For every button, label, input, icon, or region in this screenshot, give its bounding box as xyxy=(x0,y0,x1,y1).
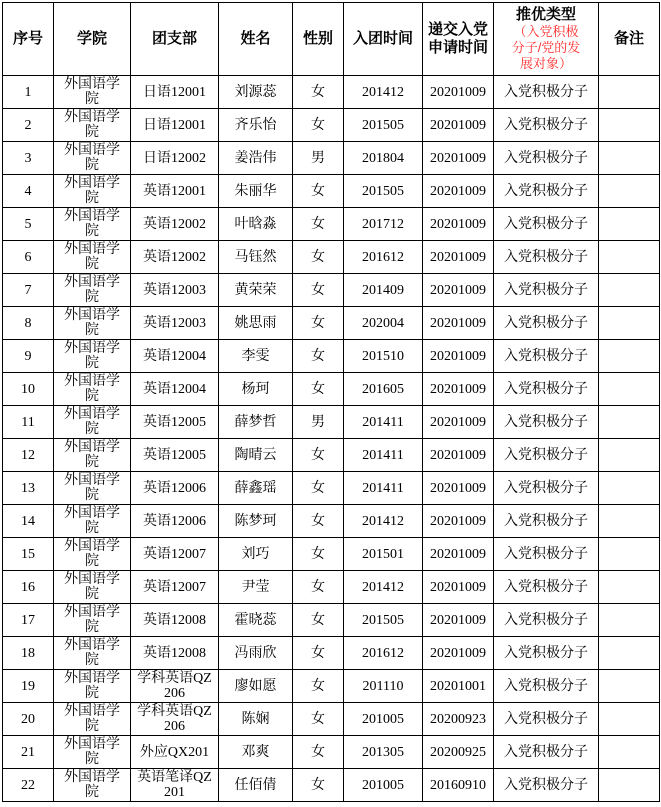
cell-branch xyxy=(131,703,219,736)
cell-join-time: 201412 xyxy=(344,76,423,109)
cell-index: 1 xyxy=(3,76,54,109)
cell-apply-time: 20201009 xyxy=(423,637,494,670)
cell-name: 姚思雨 xyxy=(219,307,293,340)
cell-college xyxy=(54,373,131,406)
table-row xyxy=(3,274,660,307)
cell-branch xyxy=(131,340,219,373)
cell-index: 9 xyxy=(3,340,54,373)
cell-remark xyxy=(599,175,660,208)
column-header-gender: 性别 xyxy=(293,3,344,76)
cell-branch-text: 学科英语QZ206 xyxy=(137,671,212,701)
cell-remark xyxy=(599,769,660,802)
cell-remark xyxy=(599,241,660,274)
cell-remark xyxy=(599,76,660,109)
cell-join-time: 201712 xyxy=(344,208,423,241)
cell-join-time: 201411 xyxy=(344,406,423,439)
cell-apply-time: 20201009 xyxy=(423,571,494,604)
table-row xyxy=(3,175,660,208)
table-row xyxy=(3,307,660,340)
cell-college-text: 外国语学院 xyxy=(64,737,120,767)
cell-gender: 男 xyxy=(293,142,344,175)
cell-branch xyxy=(131,373,219,406)
cell-type: 入党积极分子 xyxy=(494,538,599,571)
cell-branch xyxy=(131,109,219,142)
cell-college-text: 外国语学院 xyxy=(64,572,120,602)
table-row xyxy=(3,736,660,769)
cell-apply-time: 20201009 xyxy=(423,307,494,340)
cell-name: 尹莹 xyxy=(219,571,293,604)
cell-type: 入党积极分子 xyxy=(494,208,599,241)
table-row xyxy=(3,538,660,571)
cell-name: 任佰倩 xyxy=(219,769,293,802)
cell-gender: 女 xyxy=(293,538,344,571)
cell-type: 入党积极分子 xyxy=(494,703,599,736)
cell-gender: 女 xyxy=(293,274,344,307)
table-row xyxy=(3,241,660,274)
cell-type: 入党积极分子 xyxy=(494,373,599,406)
cell-gender: 男 xyxy=(293,406,344,439)
table-row xyxy=(3,670,660,703)
cell-name: 朱丽华 xyxy=(219,175,293,208)
cell-branch-text: 英语12003 xyxy=(143,315,206,331)
cell-index: 11 xyxy=(3,406,54,439)
cell-college xyxy=(54,538,131,571)
cell-branch xyxy=(131,175,219,208)
type-header-subtitle-line1: （入党积极 xyxy=(513,24,579,39)
cell-type: 入党积极分子 xyxy=(494,670,599,703)
cell-join-time: 201612 xyxy=(344,637,423,670)
column-header-apply-time xyxy=(423,3,494,76)
cell-name: 冯雨欣 xyxy=(219,637,293,670)
cell-college xyxy=(54,736,131,769)
cell-remark xyxy=(599,142,660,175)
cell-gender: 女 xyxy=(293,703,344,736)
cell-gender: 女 xyxy=(293,241,344,274)
cell-join-time: 201110 xyxy=(344,670,423,703)
cell-branch-text: 外应QX201 xyxy=(139,744,210,760)
cell-join-time: 202004 xyxy=(344,307,423,340)
cell-index: 10 xyxy=(3,373,54,406)
cell-gender: 女 xyxy=(293,769,344,802)
table-row xyxy=(3,109,660,142)
table-header xyxy=(3,3,660,76)
table-body xyxy=(3,76,660,802)
cell-college-text: 外国语学院 xyxy=(64,308,120,338)
cell-branch-text: 英语12008 xyxy=(143,645,206,661)
cell-index: 6 xyxy=(3,241,54,274)
cell-branch-text: 日语12001 xyxy=(143,117,206,133)
cell-gender: 女 xyxy=(293,175,344,208)
cell-remark xyxy=(599,571,660,604)
cell-apply-time: 20201009 xyxy=(423,406,494,439)
cell-index: 8 xyxy=(3,307,54,340)
cell-college-text: 外国语学院 xyxy=(64,473,120,503)
cell-apply-time: 20201009 xyxy=(423,109,494,142)
cell-college xyxy=(54,241,131,274)
cell-college-text: 外国语学院 xyxy=(64,704,120,734)
column-header-college: 学院 xyxy=(54,3,131,76)
cell-remark xyxy=(599,538,660,571)
cell-gender: 女 xyxy=(293,340,344,373)
cell-apply-time: 20201009 xyxy=(423,175,494,208)
cell-college-text: 外国语学院 xyxy=(64,275,120,305)
cell-index: 7 xyxy=(3,274,54,307)
cell-remark xyxy=(599,373,660,406)
cell-remark xyxy=(599,736,660,769)
apply-time-header-label: 递交入党申请时间 xyxy=(427,21,488,56)
cell-type: 入党积极分子 xyxy=(494,439,599,472)
cell-remark xyxy=(599,307,660,340)
table-row xyxy=(3,703,660,736)
cell-branch-text: 英语12004 xyxy=(143,381,206,397)
cell-branch xyxy=(131,736,219,769)
cell-remark xyxy=(599,472,660,505)
cell-gender: 女 xyxy=(293,472,344,505)
cell-apply-time: 20201009 xyxy=(423,505,494,538)
cell-college-text: 外国语学院 xyxy=(64,374,120,404)
cell-gender: 女 xyxy=(293,637,344,670)
cell-gender: 女 xyxy=(293,439,344,472)
cell-name: 霍晓蕊 xyxy=(219,604,293,637)
cell-college xyxy=(54,670,131,703)
cell-college xyxy=(54,472,131,505)
header-row xyxy=(3,3,660,76)
cell-branch xyxy=(131,637,219,670)
cell-branch-text: 英语12005 xyxy=(143,414,206,430)
cell-name: 李雯 xyxy=(219,340,293,373)
table-row xyxy=(3,208,660,241)
cell-name: 薛鑫瑶 xyxy=(219,472,293,505)
cell-join-time: 201305 xyxy=(344,736,423,769)
cell-name: 陈梦珂 xyxy=(219,505,293,538)
cell-college xyxy=(54,604,131,637)
cell-college-text: 外国语学院 xyxy=(64,506,120,536)
table-row xyxy=(3,439,660,472)
cell-remark xyxy=(599,670,660,703)
table-row xyxy=(3,604,660,637)
cell-college-text: 外国语学院 xyxy=(64,176,120,206)
cell-join-time: 201612 xyxy=(344,241,423,274)
column-header-index: 序号 xyxy=(3,3,54,76)
table-row xyxy=(3,406,660,439)
cell-college-text: 外国语学院 xyxy=(64,209,120,239)
cell-name: 姜浩伟 xyxy=(219,142,293,175)
type-header-subtitle-line2: 分子/党的发 xyxy=(511,40,581,55)
cell-branch xyxy=(131,670,219,703)
cell-type: 入党积极分子 xyxy=(494,340,599,373)
cell-name: 马钰然 xyxy=(219,241,293,274)
cell-remark xyxy=(599,406,660,439)
cell-index: 3 xyxy=(3,142,54,175)
cell-name: 齐乐怡 xyxy=(219,109,293,142)
cell-join-time: 201501 xyxy=(344,538,423,571)
cell-college-text: 外国语学院 xyxy=(64,110,120,140)
cell-branch xyxy=(131,142,219,175)
cell-apply-time: 20201009 xyxy=(423,142,494,175)
cell-name: 薛梦哲 xyxy=(219,406,293,439)
cell-remark xyxy=(599,505,660,538)
cell-index: 13 xyxy=(3,472,54,505)
table-row xyxy=(3,769,660,802)
cell-join-time: 201505 xyxy=(344,604,423,637)
cell-branch xyxy=(131,538,219,571)
cell-gender: 女 xyxy=(293,571,344,604)
cell-name: 廖如愿 xyxy=(219,670,293,703)
cell-branch xyxy=(131,439,219,472)
cell-college-text: 外国语学院 xyxy=(64,638,120,668)
column-header-join-time: 入团时间 xyxy=(344,3,423,76)
recommendation-table xyxy=(2,2,660,802)
table-row xyxy=(3,637,660,670)
cell-college-text: 外国语学院 xyxy=(64,77,120,107)
cell-apply-time: 20201009 xyxy=(423,241,494,274)
cell-name: 刘巧 xyxy=(219,538,293,571)
cell-branch-text: 学科英语QZ206 xyxy=(137,704,212,734)
cell-college xyxy=(54,274,131,307)
cell-apply-time: 20200923 xyxy=(423,703,494,736)
cell-name: 邓爽 xyxy=(219,736,293,769)
cell-college xyxy=(54,208,131,241)
cell-college xyxy=(54,439,131,472)
cell-join-time: 201409 xyxy=(344,274,423,307)
cell-type: 入党积极分子 xyxy=(494,637,599,670)
cell-remark xyxy=(599,274,660,307)
cell-join-time: 201505 xyxy=(344,109,423,142)
cell-type: 入党积极分子 xyxy=(494,604,599,637)
type-header-subtitle-line3: 展对象） xyxy=(519,56,572,71)
cell-gender: 女 xyxy=(293,670,344,703)
table-row xyxy=(3,76,660,109)
cell-college-text: 外国语学院 xyxy=(64,143,120,173)
cell-index: 19 xyxy=(3,670,54,703)
cell-name: 杨珂 xyxy=(219,373,293,406)
cell-index: 14 xyxy=(3,505,54,538)
cell-college-text: 外国语学院 xyxy=(64,440,120,470)
cell-branch-text: 英语12003 xyxy=(143,282,206,298)
cell-remark xyxy=(599,109,660,142)
cell-index: 22 xyxy=(3,769,54,802)
cell-type: 入党积极分子 xyxy=(494,736,599,769)
cell-join-time: 201411 xyxy=(344,439,423,472)
type-header-title: 推优类型 xyxy=(515,6,576,23)
cell-index: 20 xyxy=(3,703,54,736)
cell-remark xyxy=(599,604,660,637)
cell-college xyxy=(54,637,131,670)
cell-branch-text: 英语12006 xyxy=(143,513,206,529)
cell-branch xyxy=(131,208,219,241)
cell-type: 入党积极分子 xyxy=(494,472,599,505)
cell-branch xyxy=(131,769,219,802)
cell-index: 21 xyxy=(3,736,54,769)
cell-gender: 女 xyxy=(293,109,344,142)
cell-college-text: 外国语学院 xyxy=(64,671,120,701)
cell-type: 入党积极分子 xyxy=(494,175,599,208)
cell-index: 17 xyxy=(3,604,54,637)
cell-remark xyxy=(599,340,660,373)
cell-name: 刘源蕊 xyxy=(219,76,293,109)
cell-type: 入党积极分子 xyxy=(494,406,599,439)
table-row xyxy=(3,373,660,406)
cell-index: 12 xyxy=(3,439,54,472)
cell-college xyxy=(54,703,131,736)
cell-type: 入党积极分子 xyxy=(494,274,599,307)
cell-branch xyxy=(131,274,219,307)
cell-apply-time: 20201009 xyxy=(423,604,494,637)
cell-type: 入党积极分子 xyxy=(494,571,599,604)
cell-index: 4 xyxy=(3,175,54,208)
cell-gender: 女 xyxy=(293,505,344,538)
cell-index: 16 xyxy=(3,571,54,604)
cell-type: 入党积极分子 xyxy=(494,241,599,274)
cell-college-text: 外国语学院 xyxy=(64,242,120,272)
cell-remark xyxy=(599,208,660,241)
cell-join-time: 201510 xyxy=(344,340,423,373)
cell-name: 陈娴 xyxy=(219,703,293,736)
cell-join-time: 201605 xyxy=(344,373,423,406)
cell-type: 入党积极分子 xyxy=(494,142,599,175)
cell-gender: 女 xyxy=(293,307,344,340)
cell-branch xyxy=(131,604,219,637)
column-header-name: 姓名 xyxy=(219,3,293,76)
cell-apply-time: 20201009 xyxy=(423,472,494,505)
cell-join-time: 201412 xyxy=(344,571,423,604)
cell-branch xyxy=(131,76,219,109)
cell-name: 黄荣荣 xyxy=(219,274,293,307)
cell-college xyxy=(54,175,131,208)
cell-college-text: 外国语学院 xyxy=(64,770,120,800)
cell-college-text: 外国语学院 xyxy=(64,407,120,437)
cell-college-text: 外国语学院 xyxy=(64,605,120,635)
cell-apply-time: 20201001 xyxy=(423,670,494,703)
cell-college-text: 外国语学院 xyxy=(64,341,120,371)
cell-join-time: 201005 xyxy=(344,769,423,802)
cell-college xyxy=(54,307,131,340)
cell-apply-time: 20201009 xyxy=(423,208,494,241)
cell-index: 15 xyxy=(3,538,54,571)
cell-index: 2 xyxy=(3,109,54,142)
cell-branch xyxy=(131,307,219,340)
cell-college xyxy=(54,406,131,439)
cell-gender: 女 xyxy=(293,208,344,241)
cell-college xyxy=(54,109,131,142)
cell-apply-time: 20201009 xyxy=(423,439,494,472)
cell-index: 5 xyxy=(3,208,54,241)
column-header-type xyxy=(494,3,599,76)
cell-branch-text: 英语12007 xyxy=(143,579,206,595)
cell-join-time: 201412 xyxy=(344,505,423,538)
table-row xyxy=(3,340,660,373)
cell-branch-text: 英语12002 xyxy=(143,216,206,232)
cell-name: 陶晴云 xyxy=(219,439,293,472)
cell-branch xyxy=(131,241,219,274)
cell-branch-text: 日语12002 xyxy=(143,150,206,166)
cell-branch xyxy=(131,406,219,439)
table-row xyxy=(3,472,660,505)
cell-type: 入党积极分子 xyxy=(494,769,599,802)
cell-branch-text: 英语12002 xyxy=(143,249,206,265)
cell-join-time: 201505 xyxy=(344,175,423,208)
cell-gender: 女 xyxy=(293,604,344,637)
cell-type: 入党积极分子 xyxy=(494,76,599,109)
cell-apply-time: 20201009 xyxy=(423,373,494,406)
cell-apply-time: 20201009 xyxy=(423,274,494,307)
cell-branch-text: 英语笔译QZ201 xyxy=(137,770,212,800)
cell-gender: 女 xyxy=(293,373,344,406)
cell-college xyxy=(54,142,131,175)
table-row xyxy=(3,142,660,175)
cell-join-time: 201804 xyxy=(344,142,423,175)
cell-apply-time: 20160910 xyxy=(423,769,494,802)
cell-join-time: 201411 xyxy=(344,472,423,505)
cell-branch xyxy=(131,571,219,604)
cell-branch-text: 英语12008 xyxy=(143,612,206,628)
table-row xyxy=(3,505,660,538)
cell-branch-text: 英语12007 xyxy=(143,546,206,562)
cell-branch xyxy=(131,472,219,505)
cell-branch-text: 英语12005 xyxy=(143,447,206,463)
cell-gender: 女 xyxy=(293,736,344,769)
cell-remark xyxy=(599,637,660,670)
cell-college xyxy=(54,769,131,802)
cell-gender: 女 xyxy=(293,76,344,109)
cell-apply-time: 20201009 xyxy=(423,340,494,373)
cell-index: 18 xyxy=(3,637,54,670)
cell-type: 入党积极分子 xyxy=(494,109,599,142)
cell-college xyxy=(54,76,131,109)
cell-college xyxy=(54,571,131,604)
cell-college-text: 外国语学院 xyxy=(64,539,120,569)
cell-apply-time: 20200925 xyxy=(423,736,494,769)
cell-branch-text: 英语12001 xyxy=(143,183,206,199)
cell-type: 入党积极分子 xyxy=(494,307,599,340)
column-header-remark: 备注 xyxy=(599,3,660,76)
cell-college xyxy=(54,340,131,373)
cell-name: 叶晗淼 xyxy=(219,208,293,241)
cell-apply-time: 20201009 xyxy=(423,538,494,571)
cell-branch xyxy=(131,505,219,538)
cell-branch-text: 日语12001 xyxy=(143,84,206,100)
cell-join-time: 201005 xyxy=(344,703,423,736)
cell-remark xyxy=(599,439,660,472)
cell-apply-time: 20201009 xyxy=(423,76,494,109)
column-header-branch: 团支部 xyxy=(131,3,219,76)
table-row xyxy=(3,571,660,604)
cell-type: 入党积极分子 xyxy=(494,505,599,538)
cell-branch-text: 英语12004 xyxy=(143,348,206,364)
cell-college xyxy=(54,505,131,538)
cell-remark xyxy=(599,703,660,736)
cell-branch-text: 英语12006 xyxy=(143,480,206,496)
